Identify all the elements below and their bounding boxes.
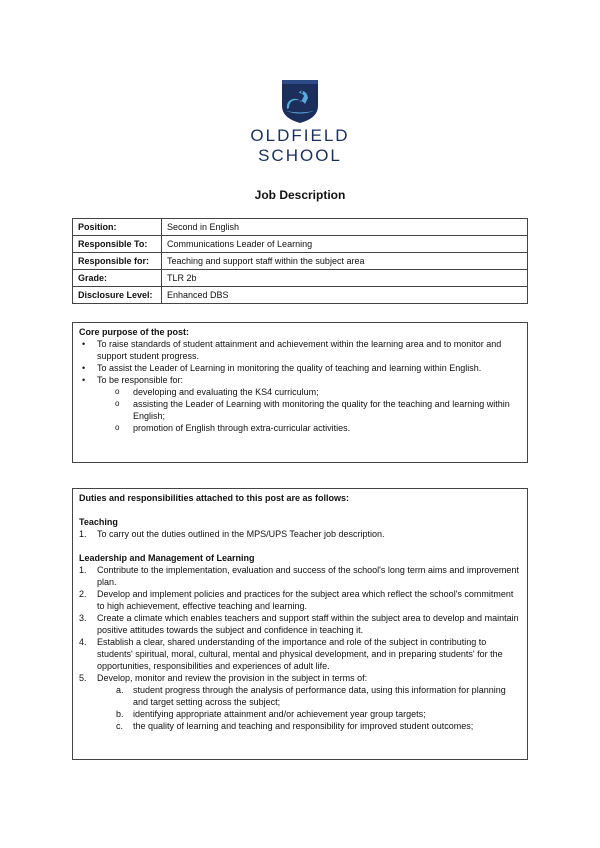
list-item: • To raise standards of student attainment and achievement within the learning area and to monitor and support student progress. <box>79 338 521 362</box>
item-number: 2. <box>79 589 87 599</box>
school-logo <box>0 78 600 166</box>
table-row <box>73 236 528 253</box>
table-row <box>73 287 528 304</box>
duties-box <box>72 488 528 760</box>
document-title: Job Description <box>254 188 346 202</box>
item-text: identifying appropriate attainment and/or achievement year group targets; <box>133 709 426 719</box>
item-number: 1. <box>79 565 87 575</box>
list-item <box>79 636 521 672</box>
item-text: Establish a clear, shared understanding of the importance and role of the subject in contributing to students' spiritual, moral, cultural, mental and physical development, and in preparing students' for the opportunities, responsibilities and experiences of adult life. <box>97 637 503 671</box>
list-item <box>79 708 521 720</box>
list-item: o developing and evaluating the KS4 curriculum; <box>79 386 521 398</box>
info-label: Responsible for: <box>73 253 162 270</box>
list-item <box>79 612 521 636</box>
info-value: Second in English <box>162 219 528 236</box>
item-text: the quality of learning and teaching and responsibility for improved student outcomes; <box>133 721 474 731</box>
core-purpose-box <box>72 322 528 463</box>
info-value: Teaching and support staff within the subject area <box>162 253 528 270</box>
info-value: TLR 2b <box>162 270 528 287</box>
provision-sublist <box>79 684 521 732</box>
school-name-line2: SCHOOL <box>258 146 342 165</box>
list-item <box>79 564 521 588</box>
info-value: Enhanced DBS <box>162 287 528 304</box>
item-number: 1. <box>79 529 87 539</box>
info-value: Communications Leader of Learning <box>162 236 528 253</box>
job-info-table <box>72 218 528 304</box>
item-letter: b. <box>116 709 124 719</box>
teaching-list <box>79 528 521 540</box>
item-letter: a. <box>116 685 124 695</box>
teaching-heading: Teaching <box>79 517 118 527</box>
item-text: To carry out the duties outlined in the MPS/UPS Teacher job description. <box>97 529 385 539</box>
list-item <box>79 588 521 612</box>
item-text: Create a climate which enables teachers and support staff within the subject area to develop and maintain positive attitudes towards the subject and confidence in teaching it. <box>97 613 519 635</box>
duties-heading: Duties and responsibilities attached to this post are as follows: <box>79 493 350 503</box>
list-item: o assisting the Leader of Learning with monitoring the quality for the teaching and learning within English; <box>79 398 521 422</box>
info-label: Responsible To: <box>73 236 162 253</box>
list-item <box>79 684 521 708</box>
info-label: Position: <box>73 219 162 236</box>
item-text: Develop, monitor and review the provision in the subject in terms of: <box>97 673 368 683</box>
table-row <box>73 219 528 236</box>
list-item <box>79 720 521 732</box>
item-number: 3. <box>79 613 87 623</box>
item-text: Contribute to the implementation, evaluation and success of the school's long term aims and improvement plan. <box>97 565 519 587</box>
responsibility-sublist <box>79 386 521 434</box>
swan-shield-icon <box>280 78 320 124</box>
school-name-line1: OLDFIELD <box>250 126 350 145</box>
list-item: • To be responsible for: <box>79 374 521 386</box>
school-name <box>0 126 600 166</box>
item-number: 5. <box>79 673 87 683</box>
list-item: o promotion of English through extra-curricular activities. <box>79 422 521 434</box>
leadership-heading: Leadership and Management of Learning <box>79 553 255 563</box>
item-number: 4. <box>79 637 87 647</box>
item-text: Develop and implement policies and practices for the subject area which reflect the school's commitment to high achievement, effective teaching and learning. <box>97 589 514 611</box>
info-label: Disclosure Level: <box>73 287 162 304</box>
core-purpose-list <box>79 338 521 386</box>
leadership-list <box>79 564 521 684</box>
list-item <box>79 528 521 540</box>
item-text: student progress through the analysis of performance data, using this information for planning and target setting across the subject; <box>133 685 506 707</box>
item-letter: c. <box>116 721 124 731</box>
list-item: • To assist the Leader of Learning in monitoring the quality of teaching and learning within English. <box>79 362 521 374</box>
table-row <box>73 253 528 270</box>
table-row <box>73 270 528 287</box>
list-item <box>79 672 521 684</box>
info-label: Grade: <box>73 270 162 287</box>
core-purpose-heading: Core purpose of the post: <box>79 327 189 337</box>
